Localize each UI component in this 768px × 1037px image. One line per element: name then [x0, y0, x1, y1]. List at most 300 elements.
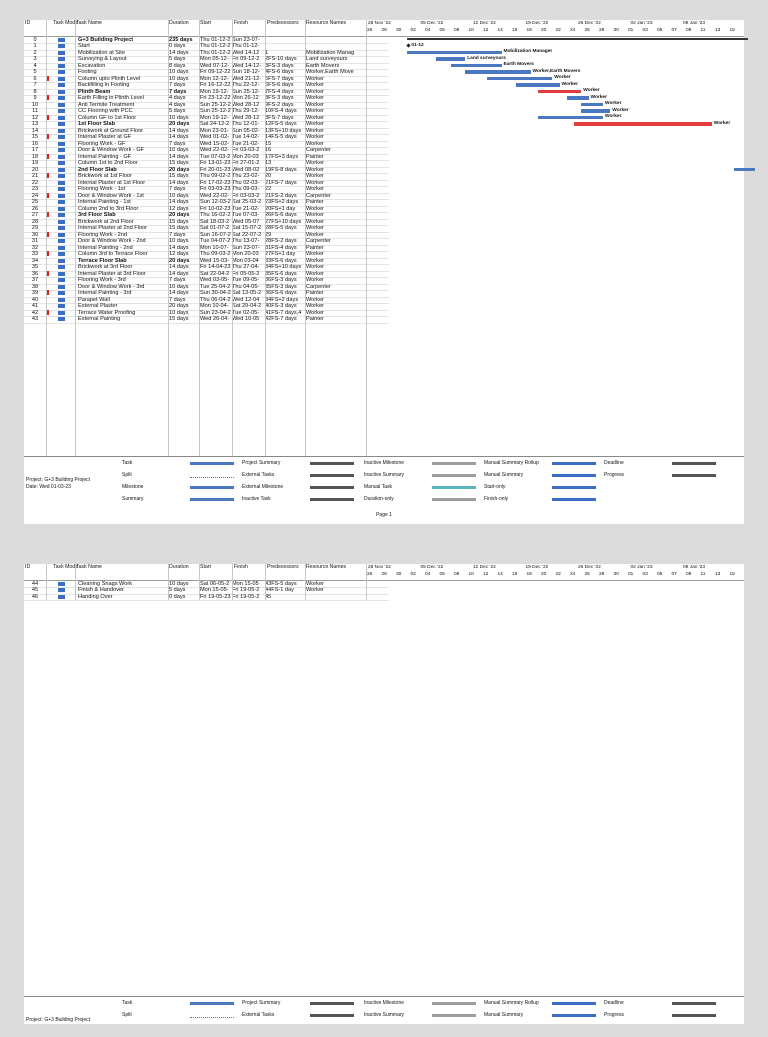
- task-finish: Thu 09-03-: [232, 186, 260, 192]
- task-predecessors: 34FS+10 days: [265, 264, 302, 270]
- bar-label: Worker,Earth Movers: [532, 68, 581, 74]
- task-predecessors: 35FS-3 days: [265, 283, 297, 290]
- task-start: Wed 01-02-: [200, 134, 230, 140]
- task-resources: Worker: [306, 296, 324, 303]
- task-duration: 7 days: [169, 88, 187, 95]
- task-id: 21: [31, 173, 39, 179]
- timescale-day: 28: [381, 28, 387, 33]
- start-milestone[interactable]: [407, 43, 411, 47]
- task-id: 1: [33, 43, 37, 49]
- task-finish: Fri 19-05-2: [232, 587, 260, 593]
- task-name: Terrace Water Proofing: [78, 309, 136, 316]
- task-duration: 20 days: [169, 212, 190, 218]
- task-duration: 14 days: [169, 127, 189, 134]
- task-duration: 5 days: [169, 587, 186, 593]
- task-start: Mon 05-12-: [200, 56, 229, 62]
- task-duration: 235 days: [169, 36, 193, 43]
- task-resources: Worker: [306, 75, 324, 82]
- legend-swatch: [310, 1014, 354, 1017]
- task-start: Wed 26-04-: [200, 316, 230, 322]
- task-resources: Worker: [306, 270, 324, 277]
- task-start: Fri 23-12-22: [200, 95, 231, 101]
- task-duration: 10 days: [169, 147, 189, 153]
- task-duration: 7 days: [169, 296, 186, 303]
- col-mode-header[interactable]: Task Mode: [53, 564, 79, 570]
- timescale: [366, 564, 744, 580]
- task-finish: Tue 07-03-: [232, 212, 260, 218]
- timescale-day: 30: [396, 572, 402, 577]
- task-start: Mon 10-04-: [200, 303, 229, 309]
- timescale-day: 14: [497, 28, 503, 33]
- task-start: Sat 22-04-2: [200, 270, 230, 277]
- task-finish: Thu 01-12-: [232, 43, 260, 49]
- task-name: Anti Termite Treatment: [78, 101, 135, 108]
- task-finish: Sat 29-04-2: [232, 303, 262, 309]
- task-resources: Worker: [306, 303, 324, 309]
- task-id: 19: [31, 160, 39, 166]
- table-row[interactable]: [24, 316, 389, 324]
- legend-item: Inactive Milestone: [364, 460, 405, 466]
- task-duration: 20 days: [169, 166, 190, 173]
- task-name: Flooring Work - 3rd: [78, 277, 126, 283]
- task-predecessors: 16: [265, 147, 272, 153]
- grid-line: [46, 20, 47, 456]
- legend-item: Manual Summary: [484, 472, 524, 478]
- timescale-day: 03: [642, 28, 648, 33]
- timescale-day: 01: [628, 28, 634, 33]
- task-id: 43: [31, 316, 39, 322]
- grid-line: [232, 564, 233, 600]
- timescale-day: 16: [512, 28, 518, 33]
- task-finish: Wed 28-12: [232, 114, 260, 121]
- timescale-day: 24: [570, 28, 576, 33]
- task-start: Thu 06-04-2: [200, 296, 231, 303]
- task-predecessors: 2FS-10 days: [265, 56, 297, 62]
- task-predecessors: 41FS-7 days,4: [265, 309, 302, 316]
- task-start: Wed 03-05-: [200, 277, 230, 283]
- timescale-day: 30: [396, 28, 402, 33]
- task-predecessors: 28FS-2 days: [265, 238, 297, 244]
- task-name: External Plaster: [78, 303, 118, 309]
- col-name-header[interactable]: Task Name: [76, 20, 102, 26]
- task-id: 25: [31, 199, 39, 205]
- timescale-day: 12: [483, 572, 489, 577]
- task-predecessors: 45: [265, 593, 272, 600]
- task-id: 37: [31, 277, 39, 283]
- task-finish: Sun 05-02-: [232, 127, 260, 134]
- legend-date: Date: Wed 01-03-23: [26, 484, 71, 490]
- col-pred-header[interactable]: Predecessors: [267, 20, 299, 26]
- task-finish: Mon 20-03: [232, 153, 259, 160]
- task-id: 18: [31, 153, 39, 160]
- timescale-day: 22: [555, 572, 561, 577]
- task-resources: Worker: [306, 95, 324, 101]
- task-id: 30: [31, 231, 39, 238]
- task-start: Mon 19-12-: [200, 88, 229, 95]
- gantt-bar[interactable]: [451, 64, 502, 68]
- task-resources: Worker: [306, 251, 324, 257]
- timescale-day: 05: [657, 28, 663, 33]
- bar-label: Worker: [612, 107, 629, 113]
- legend-item: Manual Summary Rollup: [484, 1000, 539, 1006]
- task-predecessors: 36FS-6 days: [265, 290, 297, 296]
- task-id: 28: [31, 218, 39, 225]
- task-id: 38: [31, 283, 39, 290]
- task-name: Column upto Plinth Level: [78, 75, 141, 82]
- task-name: Column 2nd to 3rd Floor: [78, 205, 139, 212]
- gantt-bar[interactable]: [516, 83, 560, 87]
- task-name: Internal Painting - 3rd: [78, 290, 132, 296]
- task-start: Wed 15-02-: [200, 140, 230, 147]
- task-predecessors: 21FS-7 days: [265, 179, 297, 186]
- task-id: 17: [31, 147, 39, 153]
- task-name: Backfilling in Footing: [78, 82, 130, 88]
- timescale-week: 19 Dec '22: [525, 21, 549, 26]
- timescale-day: 18: [526, 28, 532, 33]
- indicator-icon: [46, 316, 52, 323]
- task-predecessors: 21FS-2 days: [265, 192, 297, 199]
- legend-swatch: [432, 486, 476, 489]
- page-2: [24, 564, 744, 1024]
- task-finish: Wed 12-04: [232, 296, 260, 303]
- timescale-day: 12: [483, 28, 489, 33]
- task-predecessors: 27FS+1 day: [265, 251, 296, 257]
- legend-p2: [24, 996, 744, 1037]
- legend-swatch: [310, 1002, 354, 1005]
- grid-line: [232, 20, 233, 456]
- timescale-week: 05 Dec '22: [420, 565, 444, 570]
- timescale-day: 28: [381, 572, 387, 577]
- col-mode-header[interactable]: Task Mode: [53, 20, 79, 26]
- task-duration: 10 days: [169, 75, 189, 82]
- legend-swatch: [552, 1002, 596, 1005]
- task-start: Mon 23-01-: [200, 127, 229, 134]
- gantt-bar[interactable]: [407, 38, 748, 40]
- task-resources: Worker: [306, 134, 324, 140]
- legend-item: Inactive Summary: [364, 1012, 405, 1018]
- task-start: Wed 22-02-: [200, 147, 230, 153]
- timescale-day: 10: [468, 28, 474, 33]
- task-id: 16: [31, 140, 39, 147]
- task-name: External Painting: [78, 316, 121, 322]
- task-start: Wed 22-02-: [200, 192, 230, 199]
- task-resources: Mobilization Manag: [306, 49, 355, 56]
- task-resources: Worker: [306, 231, 324, 238]
- task-id: 34: [31, 257, 39, 264]
- task-duration: 10 days: [169, 114, 189, 121]
- gantt-bar[interactable]: [538, 116, 603, 120]
- task-duration: 15 days: [169, 316, 189, 322]
- task-predecessors: 17FS+3 days: [265, 153, 299, 160]
- legend-swatch: [190, 1002, 234, 1005]
- timescale-week: 12 Dec '22: [473, 21, 496, 26]
- task-id: 31: [31, 238, 39, 244]
- bar-label: Worker: [605, 114, 622, 119]
- task-id: 33: [31, 251, 39, 257]
- task-start: Thu 09-03-2: [200, 251, 231, 257]
- task-finish: Thu 02-03-: [232, 179, 260, 186]
- task-predecessors: 35FS-6 days: [265, 270, 297, 277]
- task-resources: Carpenter: [306, 283, 331, 290]
- timescale-day: 06: [439, 28, 445, 33]
- col-duration-header[interactable]: Duration: [169, 20, 189, 26]
- task-duration: 15 days: [169, 173, 189, 179]
- task-name: Excavation: [78, 62, 106, 69]
- col-start-header[interactable]: Start: [200, 564, 211, 570]
- task-finish: Wed 14-12: [232, 49, 260, 56]
- bar-label: Worker: [583, 88, 600, 93]
- timescale-day: 08: [454, 28, 460, 33]
- task-name: Internal Plaster at 1st Floor: [78, 179, 146, 186]
- legend-swatch: [310, 462, 354, 465]
- task-id: 6: [33, 75, 37, 82]
- task-finish: Wed 05-07: [232, 218, 260, 225]
- task-finish: Wed 21-12-: [232, 75, 262, 82]
- gantt-bar[interactable]: [734, 168, 756, 172]
- column-header: [24, 20, 744, 37]
- task-resources: Painter: [306, 199, 324, 205]
- task-name: Footing: [78, 69, 97, 75]
- legend-item: Deadline: [604, 460, 624, 466]
- task-id: 13: [31, 121, 39, 127]
- task-finish: Wed 10-05: [232, 316, 260, 322]
- col-id-header[interactable]: ID: [25, 20, 31, 26]
- task-id: 7: [33, 82, 37, 88]
- timescale-day: 26: [584, 28, 590, 33]
- task-name: Mobilization at Site: [78, 49, 125, 56]
- task-start: Mon 10-07-: [200, 244, 229, 251]
- task-id: 24: [31, 192, 39, 199]
- col-res-header[interactable]: Resource Names: [306, 20, 347, 26]
- task-id: 32: [31, 244, 39, 251]
- task-mode-icon: [53, 316, 74, 323]
- task-name: Column 3rd to Terrace Floor: [78, 251, 148, 257]
- gantt-bar[interactable]: [574, 122, 712, 126]
- timescale-day: 26: [367, 28, 373, 33]
- task-start: Fri 14-04-23: [200, 264, 231, 270]
- legend: [24, 456, 744, 511]
- task-start: Mon 12-12-: [200, 75, 229, 82]
- task-resources: Worker: [306, 225, 324, 231]
- task-resources: Worker: [306, 587, 324, 593]
- col-id-header[interactable]: ID: [25, 564, 31, 570]
- task-finish: Tue 21-02-: [232, 205, 260, 212]
- grid-line: [366, 20, 367, 456]
- task-start: Sun 25-12-2: [200, 101, 231, 108]
- task-id: 5: [33, 69, 37, 75]
- task-duration: 15 days: [169, 225, 189, 231]
- task-start: Sun 12-03-2: [200, 199, 231, 205]
- timescale-week: 28 Nov '22: [368, 565, 391, 570]
- legend-project: Project: G+3 Building Project: [26, 477, 91, 483]
- task-id: 39: [31, 290, 39, 296]
- task-finish: Thu 29-12-: [232, 108, 260, 114]
- task-duration: 5 days: [169, 56, 186, 62]
- col-start-header[interactable]: Start: [200, 20, 211, 26]
- task-name: 1st Floor Slab: [78, 121, 115, 127]
- task-finish: Mon 26-12: [232, 95, 259, 101]
- legend-swatch: [672, 474, 716, 477]
- task-finish: Wed 28-12: [232, 101, 260, 108]
- legend-swatch: [552, 462, 596, 465]
- timescale-day: 18: [526, 572, 532, 577]
- task-duration: 8 days: [169, 62, 186, 69]
- task-name: Brickwork at Ground Floor: [78, 127, 143, 134]
- task-name: Column 1st to 2nd Floor: [78, 160, 138, 166]
- grid-line: [168, 20, 169, 456]
- legend-swatch: [552, 486, 596, 489]
- legend-item: Progress: [604, 472, 625, 478]
- task-predecessors: 9FS-2 days: [265, 101, 294, 108]
- task-predecessors: 6FS-6 days: [265, 82, 294, 88]
- task-finish: Tue 21-02-: [232, 140, 260, 147]
- task-start: Fri 09-12-22: [200, 69, 231, 75]
- task-start: Fri 03-03-23: [200, 186, 231, 192]
- task-duration: 15 days: [169, 160, 189, 166]
- task-start: Fri 16-12-22: [200, 82, 231, 88]
- task-name: Door & Window Work - 3rd: [78, 283, 145, 290]
- task-id: 22: [31, 179, 39, 186]
- task-finish: Thu 27-04-: [232, 264, 260, 270]
- task-start: Thu 16-02-2: [200, 212, 231, 218]
- task-name: Internal Plaster at 2nd Floor: [78, 225, 148, 231]
- task-duration: 20 days: [169, 121, 190, 127]
- task-duration: 15 days: [169, 218, 189, 225]
- task-start: Fri 17-02-23: [200, 179, 231, 186]
- task-predecessors: 7FS-4 days: [265, 88, 294, 95]
- task-predecessors: 12FS-5 days: [265, 121, 297, 127]
- task-finish: Sat 15-07-2: [232, 225, 262, 231]
- gantt-bar[interactable]: [581, 103, 603, 107]
- timescale-day: 05: [657, 572, 663, 577]
- task-resources: Land surveyours: [306, 56, 348, 62]
- task-name: 3rd Floor Slab: [78, 212, 116, 218]
- timescale-day: 16: [512, 572, 518, 577]
- task-name: Earth Filling in Plinth Level: [78, 95, 144, 101]
- task-resources: Worker: [306, 580, 324, 587]
- task-name: Flooring Work - 2nd: [78, 231, 128, 238]
- legend-swatch: [190, 486, 234, 489]
- timescale-day: 26: [584, 572, 590, 577]
- task-resources: Worker: [306, 212, 324, 218]
- gantt-bar[interactable]: [407, 51, 501, 55]
- task-start: Sat 01-07-2: [200, 225, 230, 231]
- timescale-day: 01: [628, 572, 634, 577]
- col-duration-header[interactable]: Duration: [169, 564, 189, 570]
- col-finish-header[interactable]: Finish: [234, 20, 248, 26]
- task-duration: 14 days: [169, 49, 189, 56]
- legend-swatch: [310, 474, 354, 477]
- gantt-bar[interactable]: [487, 77, 552, 81]
- legend-item: Milestone: [122, 484, 144, 490]
- task-resources: Painter: [306, 244, 324, 251]
- gantt-bar[interactable]: [581, 109, 610, 113]
- col-finish-header[interactable]: Finish: [234, 564, 248, 570]
- task-duration: 7 days: [169, 231, 186, 238]
- task-id: 36: [31, 270, 39, 277]
- timescale-week: 12 Dec '22: [473, 565, 496, 570]
- task-finish: Thu 22-12-: [232, 82, 260, 88]
- task-resources: Worker: [306, 101, 324, 108]
- task-resources: Painter: [306, 153, 324, 160]
- timescale-day: 06: [439, 572, 445, 577]
- task-duration: 10 days: [169, 580, 189, 587]
- task-duration: 20 days: [169, 303, 189, 309]
- gantt-bar[interactable]: [465, 70, 530, 74]
- task-id: 14: [31, 127, 39, 134]
- task-predecessors: 10FS-4 days: [265, 108, 297, 114]
- gantt-bar[interactable]: [538, 90, 582, 94]
- legend-item: Manual Task: [364, 484, 392, 490]
- task-duration: 7 days: [169, 277, 186, 283]
- task-id: 4: [33, 62, 37, 69]
- task-resources: Carpenter: [306, 238, 331, 244]
- task-id: 0: [33, 36, 37, 43]
- task-duration: 10 days: [169, 192, 189, 199]
- task-id: 3: [33, 56, 37, 62]
- task-finish: Sun 23-07-: [232, 244, 260, 251]
- task-name: Door & Window Work - GF: [78, 147, 145, 153]
- task-duration: 7 days: [169, 186, 186, 192]
- legend-item: External Tasks: [242, 472, 275, 478]
- legend-item: Project Summary: [242, 460, 281, 466]
- gantt-bar[interactable]: [567, 96, 589, 100]
- task-predecessors: 19FS-8 days: [265, 166, 297, 173]
- task-name: Door & Window Work - 2nd: [78, 238, 146, 244]
- col-res-header[interactable]: Resource Names: [306, 564, 347, 570]
- legend-item: Inactive Summary: [364, 472, 405, 478]
- legend-swatch: [552, 498, 596, 501]
- task-duration: 14 days: [169, 199, 189, 205]
- task-name: Internal Painting - 1st: [78, 199, 131, 205]
- task-resources: Worker: [306, 140, 324, 147]
- legend-swatch: [432, 462, 476, 465]
- task-finish: Sat 25-03-2: [232, 199, 262, 205]
- legend-swatch: [190, 462, 234, 465]
- timescale-day: 28: [599, 28, 605, 33]
- task-finish: Thu 12-01-: [232, 121, 260, 127]
- legend-swatch: [432, 474, 476, 477]
- legend-item: External Tasks: [242, 1012, 275, 1018]
- task-duration: 14 days: [169, 153, 189, 160]
- task-start: Wed 15-03-: [200, 257, 230, 264]
- timescale-week: 05 Dec '22: [420, 21, 444, 26]
- legend-item: Progress: [604, 1012, 625, 1018]
- timescale-week: 26 Dec '22: [578, 21, 601, 26]
- timescale-day: 02: [410, 28, 416, 33]
- task-resources: [306, 594, 366, 601]
- col-pred-header[interactable]: Predecessors: [267, 564, 299, 570]
- legend-swatch: [310, 486, 354, 489]
- col-name-header[interactable]: Task Name: [76, 564, 102, 570]
- task-name: Flooring Work - 1st: [78, 186, 126, 192]
- task-duration: 4 days: [169, 101, 186, 108]
- task-id: 35: [31, 264, 39, 270]
- grid-line: [75, 20, 76, 456]
- task-id: 15: [31, 134, 39, 140]
- legend-swatch: [190, 474, 234, 478]
- task-finish: Sun 25-12-: [232, 88, 260, 95]
- task-finish: Fri 03-03-2: [232, 192, 260, 199]
- task-predecessors: 22: [265, 186, 272, 192]
- task-start: Sat 24-12-2: [200, 121, 230, 127]
- task-id: 11: [32, 108, 38, 114]
- task-resources: Painter: [306, 290, 324, 296]
- task-resources: Worker: [306, 108, 324, 114]
- gantt-bar[interactable]: [436, 57, 465, 61]
- grid-line: [199, 20, 200, 456]
- table-row[interactable]: [24, 594, 389, 602]
